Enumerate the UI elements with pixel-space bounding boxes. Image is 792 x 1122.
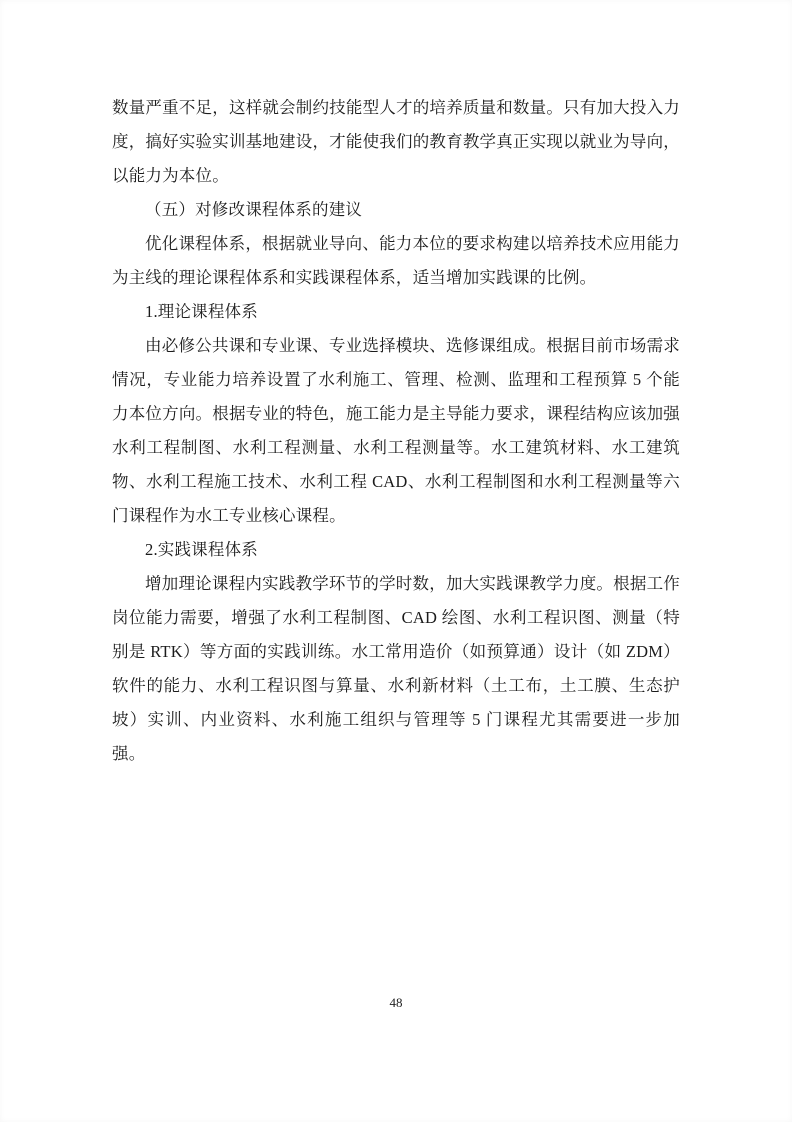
- body-paragraph-optimize-curriculum: 优化课程体系，根据就业导向、能力本位的要求构建以培养技术应用能力为主线的理论课程体系和实践课程体系，适当增加实践课的比例。: [112, 234, 680, 287]
- page-footer: [0, 994, 792, 1012]
- body-paragraph-theory-curriculum: 由必修公共课和专业课、专业选择模块、选修课组成。根据目前市场需求情况，专业能力培养设置了水利施工、管理、检测、监理和工程预算 5 个能力本位方向。根据专业的特色，施工能力是主导能力要求，课程结构应该加强水利工程制图、水利工程测量、水利工程测量等。水工建筑材料、水工建筑物、水利工程施工技术、水利工程 CAD、水利工程制图和水利工程测量等六门课程作为水工专业核心课程。: [112, 336, 680, 525]
- body-paragraph-practice-curriculum: 增加理论课程内实践教学环节的学时数，加大实践课教学力度。根据工作岗位能力需要，增强了水利工程制图、CAD 绘图、水利工程识图、测量（特别是 RTK）等方面的实践训练。水工常用造价（如预算通）设计（如 ZDM）软件的能力、水利工程识图与算量、水利新材料（土工布，土工膜、生态护坡）实训、内业资料、水利施工组织与管理等 5 门课程尤其需要进一步加强。: [112, 574, 680, 763]
- section-heading-five: （五）对修改课程体系的建议: [145, 200, 363, 219]
- page-number: 48: [389, 995, 403, 1010]
- document-body: [112, 91, 680, 771]
- subsection-heading-practice-curriculum: 2.实践课程体系: [145, 540, 258, 559]
- subsection-heading-theory-curriculum: 1.理论课程体系: [145, 302, 258, 321]
- body-paragraph-continuation: 数量严重不足，这样就会制约技能型人才的培养质量和数量。只有加大投入力度，搞好实验实训基地建设，才能使我们的教育教学真正实现以就业为导向，以能力为本位。: [112, 98, 680, 185]
